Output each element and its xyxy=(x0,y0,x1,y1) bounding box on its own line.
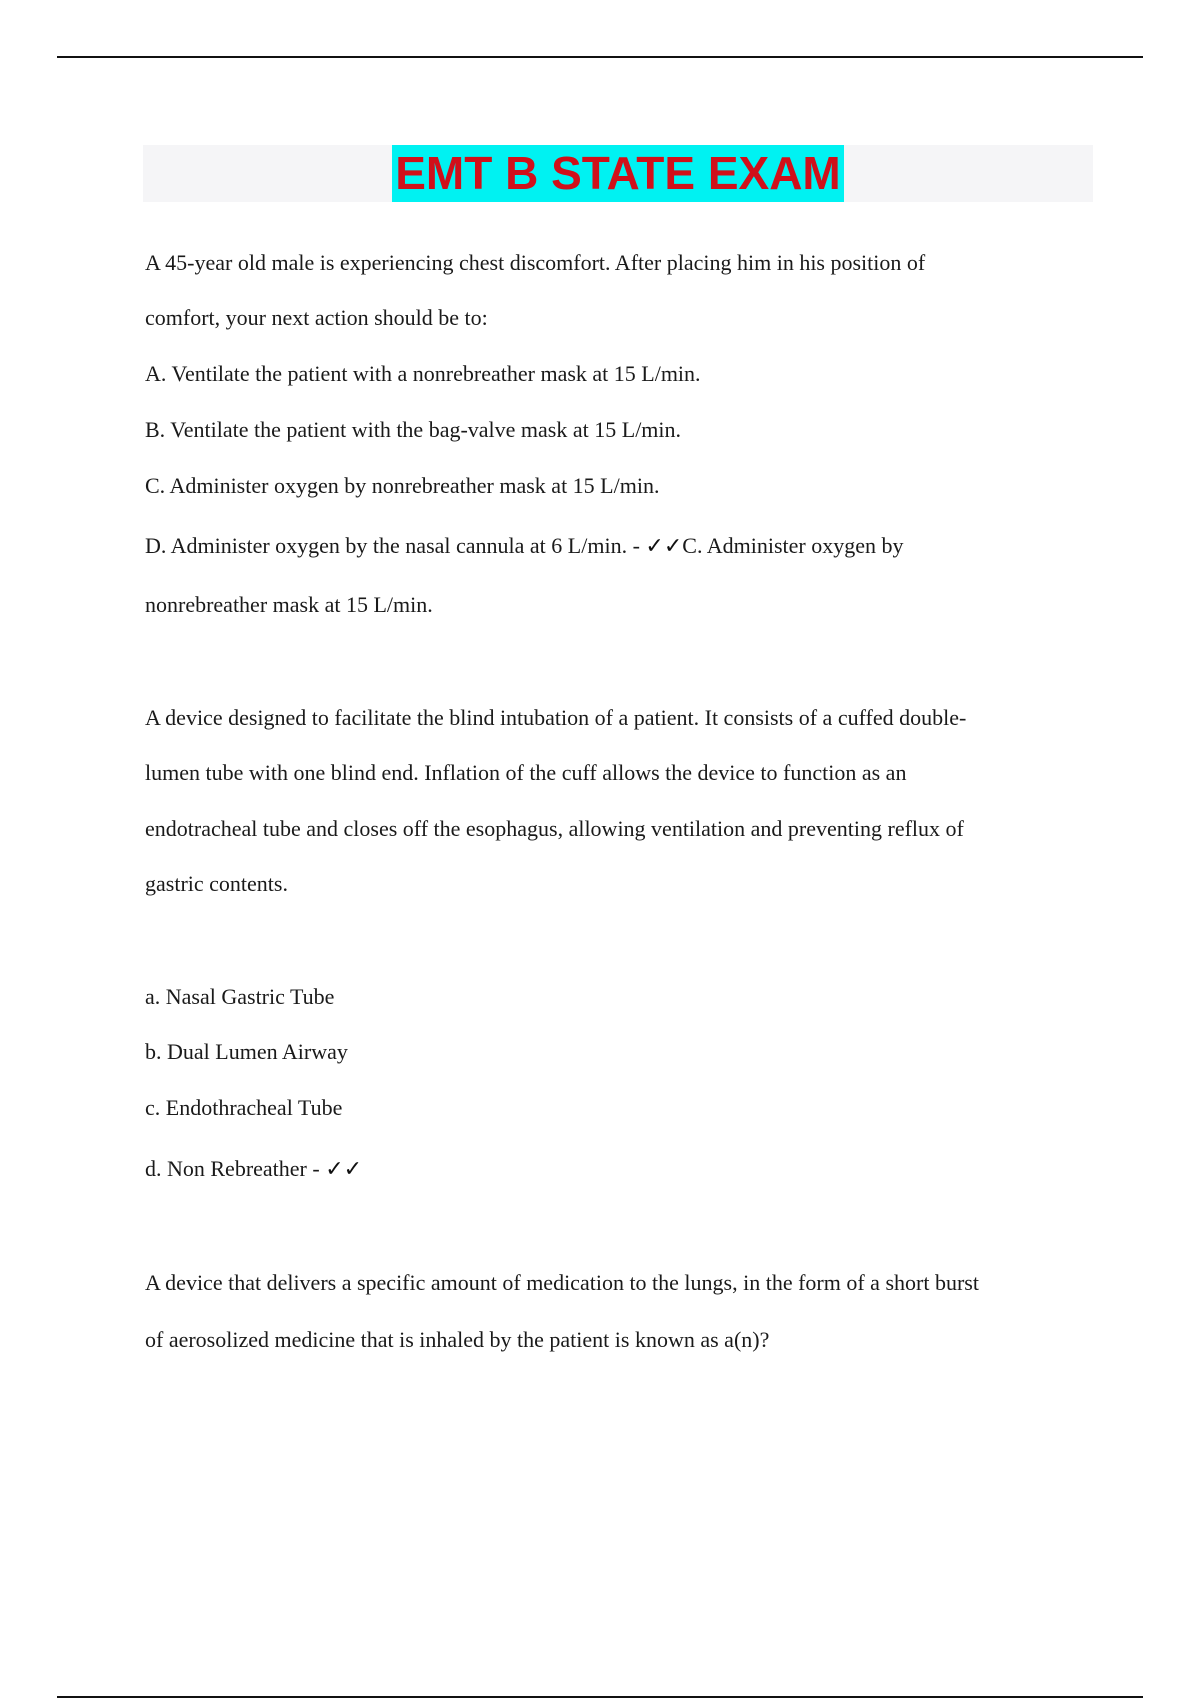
bottom-rule xyxy=(57,1696,1143,1698)
question-2-option-d-text: d. Non Rebreather - xyxy=(145,1156,326,1181)
question-2-option-c: c. Endothracheal Tube xyxy=(145,1095,343,1120)
question-1-option-d xyxy=(145,533,904,559)
question-1-answer-line-2: nonrebreather mask at 15 L/min. xyxy=(145,592,433,617)
question-1-answer-line-1: C. Administer oxygen by xyxy=(682,533,904,558)
question-2-line-2: lumen tube with one blind end. Inflation of the cuff allows the device to function as an xyxy=(145,760,907,785)
question-2-line-3: endotracheal tube and closes off the esophagus, allowing ventilation and preventing reflux of xyxy=(145,816,964,841)
page-title: EMT B STATE EXAM xyxy=(392,145,844,202)
title-band xyxy=(143,145,1093,202)
question-3-line-2: of aerosolized medicine that is inhaled by the patient is known as a(n)? xyxy=(145,1327,770,1352)
question-2-line-4: gastric contents. xyxy=(145,871,288,896)
question-1-option-b: B. Ventilate the patient with the bag-valve mask at 15 L/min. xyxy=(145,417,682,442)
question-2-option-b: b. Dual Lumen Airway xyxy=(145,1039,348,1064)
question-2-line-1: A device designed to facilitate the blind intubation of a patient. It consists of a cuffed double- xyxy=(145,705,967,730)
checkmark-icon: ✓✓ xyxy=(325,1157,363,1182)
question-1-option-a: A. Ventilate the patient with a nonrebreather mask at 15 L/min. xyxy=(145,361,701,386)
question-1-option-d-text: D. Administer oxygen by the nasal cannula at 6 L/min. - xyxy=(145,533,646,558)
checkmark-icon: ✓✓ xyxy=(645,534,683,559)
question-1-option-c: C. Administer oxygen by nonrebreather mask at 15 L/min. xyxy=(145,473,660,498)
question-2-option-a: a. Nasal Gastric Tube xyxy=(145,984,335,1009)
question-3-line-1: A device that delivers a specific amount of medication to the lungs, in the form of a short burst xyxy=(145,1270,979,1295)
question-1-line-2: comfort, your next action should be to: xyxy=(145,305,488,330)
top-rule xyxy=(57,56,1143,58)
question-1-line-1: A 45-year old male is experiencing chest discomfort. After placing him in his position of xyxy=(145,250,926,275)
question-2-option-d xyxy=(145,1156,362,1182)
